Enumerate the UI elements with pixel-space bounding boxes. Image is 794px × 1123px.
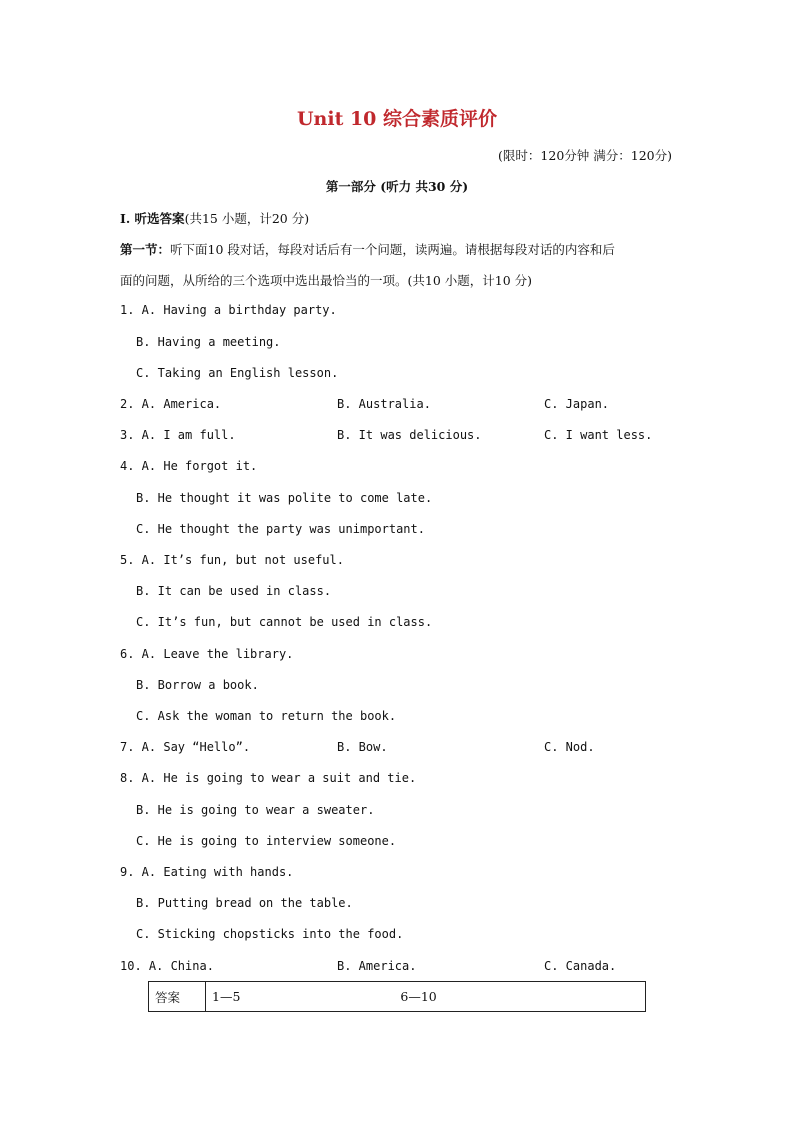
instruction-line-2: 面的问题，从所给的三个选项中选出最恰当的一项。(共10 小题，计10 分) xyxy=(120,273,533,288)
q10-option-b: B. America. xyxy=(337,959,417,973)
answer-entry-cell[interactable] xyxy=(206,982,646,1012)
answer-label-cell: 答案 xyxy=(149,982,206,1012)
q1-option-a: 1. A. Having a birthday party. xyxy=(120,303,337,317)
q10-option-c: C. Canada. xyxy=(544,959,617,973)
q7-option-b: B. Bow. xyxy=(337,740,388,754)
q2-option-b: B. Australia. xyxy=(337,397,431,411)
time-limit-note: (限时：120分钟 满分：120分) xyxy=(498,148,672,163)
q9-option-b: B. Putting bread on the table. xyxy=(136,896,353,910)
q8-option-a: 8. A. He is going to wear a suit and tie. xyxy=(120,771,417,785)
section-title: I. 听选答案 xyxy=(120,211,185,226)
q3-option-c: C. I want less. xyxy=(544,428,653,442)
q8-option-b: B. He is going to wear a sweater. xyxy=(136,803,375,817)
q6-option-b: B. Borrow a book. xyxy=(136,678,259,692)
q6-option-c: C. Ask the woman to return the book. xyxy=(136,709,397,723)
answer-range-1: 1—5 xyxy=(212,989,241,1004)
q1-option-b: B. Having a meeting. xyxy=(136,335,281,349)
answer-row xyxy=(149,982,646,1012)
q3-option-a: 3. A. I am full. xyxy=(120,428,236,442)
q8-option-c: C. He is going to interview someone. xyxy=(136,834,397,848)
instruction-text-1: 听下面10 段对话，每段对话后有一个问题，读两遍。请根据每段对话的内容和后 xyxy=(170,242,615,257)
q4-option-c: C. He thought the party was unimportant. xyxy=(136,522,425,536)
q1-option-c: C. Taking an English lesson. xyxy=(136,366,339,380)
instruction-line-1 xyxy=(120,240,615,258)
q5-option-a: 5. A. It’s fun, but not useful. xyxy=(120,553,344,567)
q3-option-b: B. It was delicious. xyxy=(337,428,482,442)
q9-option-a: 9. A. Eating with hands. xyxy=(120,865,294,879)
q7-option-c: C. Nod. xyxy=(544,740,595,754)
section-note: (共15 小题，计20 分) xyxy=(184,211,310,226)
q4-option-a: 4. A. He forgot it. xyxy=(120,459,258,473)
part-heading: 第一部分 (听力 共30 分) xyxy=(325,179,469,194)
q9-option-c: C. Sticking chopsticks into the food. xyxy=(136,927,404,941)
q5-option-c: C. It’s fun, but cannot be used in class. xyxy=(136,615,433,629)
q4-option-b: B. He thought it was polite to come late. xyxy=(136,491,433,505)
q5-option-b: B. It can be used in class. xyxy=(136,584,332,598)
q10-option-a: 10. A. China. xyxy=(120,959,214,973)
q6-option-a: 6. A. Leave the library. xyxy=(120,647,294,661)
page-title: Unit 10 综合素质评价 xyxy=(296,108,498,130)
q2-option-c: C. Japan. xyxy=(544,397,610,411)
answer-range-2: 6—10 xyxy=(400,989,437,1004)
q7-option-a: 7. A. Say “Hello”. xyxy=(120,740,251,754)
answer-table xyxy=(148,981,646,1012)
section-heading xyxy=(120,209,309,227)
jie-label: 第一节： xyxy=(120,242,171,257)
q2-option-a: 2. A. America. xyxy=(120,397,222,411)
